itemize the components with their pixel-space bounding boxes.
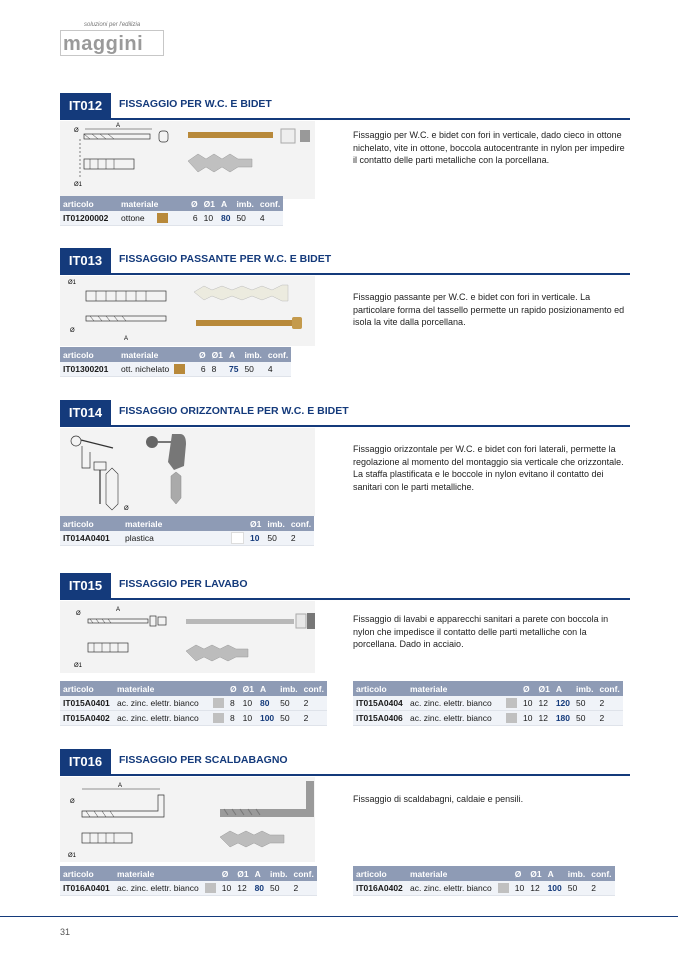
cell-a: 100 (545, 881, 565, 896)
cell-conf: 4 (265, 362, 291, 377)
material-swatch (506, 713, 517, 723)
section-title: FISSAGGIO PER LAVABO (119, 578, 248, 590)
table-header (60, 516, 314, 531)
product-image (60, 777, 315, 862)
col-swatch (210, 681, 227, 696)
product-image (60, 601, 315, 673)
cell-imb: 50 (267, 881, 290, 896)
col-d1: Ø1 (209, 347, 226, 362)
section-title: FISSAGGIO PASSANTE PER W.C. E BIDET (119, 253, 332, 265)
cell-d1: 12 (527, 881, 544, 896)
brand-tagline: soluzioni per l'edilizia (84, 22, 141, 28)
col-articolo: articolo (353, 866, 407, 881)
cell-swatch (495, 881, 512, 896)
cell-conf: 2 (291, 881, 317, 896)
col-materiale: materiale (118, 196, 188, 211)
col-articolo: articolo (60, 347, 118, 362)
cell-imb: 50 (573, 696, 596, 711)
cell-materiale: ac. zinc. elettr. bianco (114, 881, 202, 896)
cell-articolo: IT014A0401 (60, 531, 122, 546)
section-code: IT013 (60, 248, 111, 274)
table-row (60, 881, 317, 896)
product-drawing (60, 276, 315, 346)
spec-table (60, 516, 314, 546)
spec-table (60, 347, 291, 377)
cell-articolo: IT015A0402 (60, 711, 114, 726)
cell-imb: 50 (277, 711, 300, 726)
section-description: Fissaggio orizzontale per W.C. e bidet con fori laterali, permette la regolazione al momento del montaggio sia verticale che orizzontale. La staffa plastificata e le boccole in nylon evitano il contatto dei sanitari con le parti metalliche. (353, 444, 624, 492)
footer-rule (0, 916, 678, 917)
section-rule (60, 598, 630, 600)
col-d1: Ø1 (201, 196, 218, 211)
col-articolo: articolo (353, 681, 407, 696)
cell-articolo: IT01300201 (60, 362, 118, 377)
col-a: A (218, 196, 233, 211)
col-a: A (545, 866, 565, 881)
section-title: FISSAGGIO PER SCALDABAGNO (119, 754, 288, 766)
col-conf: conf. (596, 681, 622, 696)
col-imb: imb. (241, 347, 264, 362)
cell-d1: 12 (234, 881, 251, 896)
col-d: Ø (512, 866, 527, 881)
table-header (60, 681, 327, 696)
cell-d1: 12 (535, 711, 552, 726)
col-d1: Ø1 (527, 866, 544, 881)
cell-materiale: plastica (122, 531, 228, 546)
table-row (60, 362, 291, 377)
col-a: A (257, 681, 277, 696)
dim-label-d1: Ø1 (74, 663, 83, 669)
col-a: A (252, 866, 267, 881)
cell-imb: 50 (573, 711, 596, 726)
spec-table (60, 196, 283, 226)
col-materiale: materiale (118, 347, 196, 362)
section-description: Fissaggio di lavabi e apparecchi sanitari a parete con boccola in nylon che impedisce il contatto delle parti metalliche con la porcellana. Dado in acciaio. (353, 614, 609, 649)
cell-articolo: IT015A0401 (60, 696, 114, 711)
section-code: IT012 (60, 93, 111, 119)
table-header (60, 196, 283, 211)
col-materiale: materiale (114, 866, 202, 881)
col-articolo: articolo (60, 196, 118, 211)
col-imb: imb. (233, 196, 256, 211)
col-imb: imb. (264, 516, 287, 531)
cell-materiale: ac. zinc. elettr. bianco (114, 696, 210, 711)
table-header (353, 681, 623, 696)
cell-d1: 10 (201, 211, 218, 226)
col-d1: Ø1 (535, 681, 552, 696)
dim-label-a: A (118, 783, 123, 789)
cell-articolo: IT016A0401 (60, 881, 114, 896)
table-row (60, 211, 283, 226)
material-swatch (174, 364, 185, 374)
dim-label-d: Ø (74, 128, 79, 134)
cell-a: 100 (257, 711, 277, 726)
cell-swatch (228, 531, 247, 546)
col-d1: Ø1 (240, 681, 257, 696)
dim-label-a: A (116, 123, 121, 129)
col-d: Ø (227, 681, 240, 696)
material-swatch (157, 213, 168, 223)
cell-swatch (503, 696, 520, 711)
section-description: Fissaggio passante per W.C. e bidet con fori in verticale. La particolare forma del tassello permette un rapido posizionamento ed isola la vite dalla porcellana. (353, 292, 625, 327)
material-swatch (213, 713, 224, 723)
cell-d1: 10 (240, 696, 257, 711)
cell-d: 8 (227, 696, 240, 711)
dim-label-d1: Ø1 (68, 853, 77, 859)
cell-materiale: ac. zinc. elettr. bianco (114, 711, 210, 726)
product-drawing (60, 121, 315, 199)
cell-imb: 50 (277, 696, 300, 711)
col-conf: conf. (288, 516, 314, 531)
product-drawing (60, 428, 315, 516)
col-imb: imb. (277, 681, 300, 696)
cell-materiale: ottone (118, 211, 188, 226)
dim-label-d: Ø (76, 611, 81, 617)
section-title: FISSAGGIO PER W.C. E BIDET (119, 98, 272, 110)
material-swatch (498, 883, 509, 893)
section-code: IT016 (60, 749, 111, 775)
col-conf: conf. (291, 866, 317, 881)
table-row (353, 711, 623, 726)
col-materiale: materiale (122, 516, 228, 531)
cell-a: 120 (553, 696, 573, 711)
brand-name: maggini (60, 30, 164, 56)
dim-label-a: A (116, 607, 121, 613)
product-drawing (60, 777, 315, 862)
col-swatch (495, 866, 512, 881)
col-imb: imb. (267, 866, 290, 881)
section-description: Fissaggio di scaldabagni, caldaie e pensili. (353, 794, 524, 804)
section-description: Fissaggio per W.C. e bidet con fori in verticale, dado cieco in ottone nichelato, vite in ottone, boccola autocentrante in nylon per impedire il contatto delle parti metalliche con la porcellana. (353, 130, 625, 165)
cell-articolo: IT01200002 (60, 211, 118, 226)
product-image (60, 276, 315, 346)
cell-conf: 2 (301, 711, 327, 726)
cell-d1: 12 (535, 696, 552, 711)
cell-a: 80 (257, 696, 277, 711)
col-conf: conf. (301, 681, 327, 696)
col-d: Ø (188, 196, 201, 211)
dim-label-d1: Ø1 (74, 182, 83, 188)
cell-conf: 2 (596, 696, 622, 711)
col-conf: conf. (257, 196, 283, 211)
dim-label-d: Ø (124, 506, 129, 512)
col-swatch (202, 866, 219, 881)
cell-imb: 50 (241, 362, 264, 377)
material-swatch (213, 698, 224, 708)
cell-swatch (503, 711, 520, 726)
col-articolo: articolo (60, 516, 122, 531)
cell-articolo: IT016A0402 (353, 881, 407, 896)
col-d: Ø (520, 681, 535, 696)
cell-articolo: IT015A0404 (353, 696, 407, 711)
cell-a: 80 (252, 881, 267, 896)
col-imb: imb. (565, 866, 588, 881)
cell-d: 6 (188, 211, 201, 226)
cell-d: 10 (512, 881, 527, 896)
dim-label-d1: Ø1 (68, 280, 77, 286)
col-d1: Ø1 (247, 516, 264, 531)
table-header (353, 866, 615, 881)
col-d1: Ø1 (234, 866, 251, 881)
cell-articolo: IT015A0406 (353, 711, 407, 726)
material-swatch (231, 532, 244, 544)
cell-d1: 8 (209, 362, 226, 377)
cell-swatch (202, 881, 219, 896)
product-image (60, 428, 315, 516)
section-rule (60, 118, 630, 120)
section-title: FISSAGGIO ORIZZONTALE PER W.C. E BIDET (119, 405, 349, 417)
col-a: A (226, 347, 241, 362)
spec-table-left (60, 681, 327, 726)
col-swatch (503, 681, 520, 696)
cell-swatch (210, 711, 227, 726)
page-number: 31 (60, 927, 71, 937)
col-imb: imb. (573, 681, 596, 696)
col-materiale: materiale (407, 866, 495, 881)
cell-d: 10 (219, 881, 234, 896)
cell-materiale: ac. zinc. elettr. bianco (407, 711, 503, 726)
table-row (60, 531, 314, 546)
cell-a: 180 (553, 711, 573, 726)
material-swatch (205, 883, 216, 893)
section-rule (60, 273, 630, 275)
cell-conf: 2 (288, 531, 314, 546)
col-materiale: materiale (114, 681, 210, 696)
product-image (60, 121, 315, 199)
col-conf: conf. (588, 866, 614, 881)
section-code: IT015 (60, 573, 111, 599)
material-swatch (506, 698, 517, 708)
cell-a: 75 (226, 362, 241, 377)
table-header (60, 347, 291, 362)
col-a: A (553, 681, 573, 696)
maggini-logo (60, 22, 168, 60)
dim-label-d: Ø (70, 799, 75, 805)
cell-conf: 4 (257, 211, 283, 226)
cell-d: 8 (227, 711, 240, 726)
cell-materiale: ac. zinc. elettr. bianco (407, 696, 503, 711)
cell-d1: 10 (240, 711, 257, 726)
cell-d1: 10 (247, 531, 264, 546)
cell-imb: 50 (565, 881, 588, 896)
col-d: Ø (219, 866, 234, 881)
cell-a: 80 (218, 211, 233, 226)
dim-label-d: Ø (70, 328, 75, 334)
cell-imb: 50 (233, 211, 256, 226)
cell-d: 10 (520, 696, 535, 711)
cell-conf: 2 (301, 696, 327, 711)
col-articolo: articolo (60, 681, 114, 696)
cell-conf: 2 (588, 881, 614, 896)
table-header (60, 866, 317, 881)
dim-label-a: A (124, 336, 129, 342)
cell-materiale: ott. nichelato (118, 362, 196, 377)
cell-d: 6 (196, 362, 209, 377)
cell-d: 10 (520, 711, 535, 726)
cell-swatch (210, 696, 227, 711)
cell-materiale: ac. zinc. elettr. bianco (407, 881, 495, 896)
spec-table-right (353, 681, 623, 726)
col-materiale: materiale (407, 681, 503, 696)
cell-conf: 2 (596, 711, 622, 726)
col-d: Ø (196, 347, 209, 362)
table-row (353, 881, 615, 896)
col-swatch (228, 516, 247, 531)
section-code: IT014 (60, 400, 111, 426)
section-rule (60, 774, 630, 776)
col-articolo: articolo (60, 866, 114, 881)
spec-table-right (353, 866, 615, 896)
spec-table-left (60, 866, 317, 896)
table-row (353, 696, 623, 711)
section-rule (60, 425, 630, 427)
col-conf: conf. (265, 347, 291, 362)
table-row (60, 711, 327, 726)
cell-imb: 50 (264, 531, 287, 546)
table-row (60, 696, 327, 711)
product-drawing (60, 601, 315, 673)
